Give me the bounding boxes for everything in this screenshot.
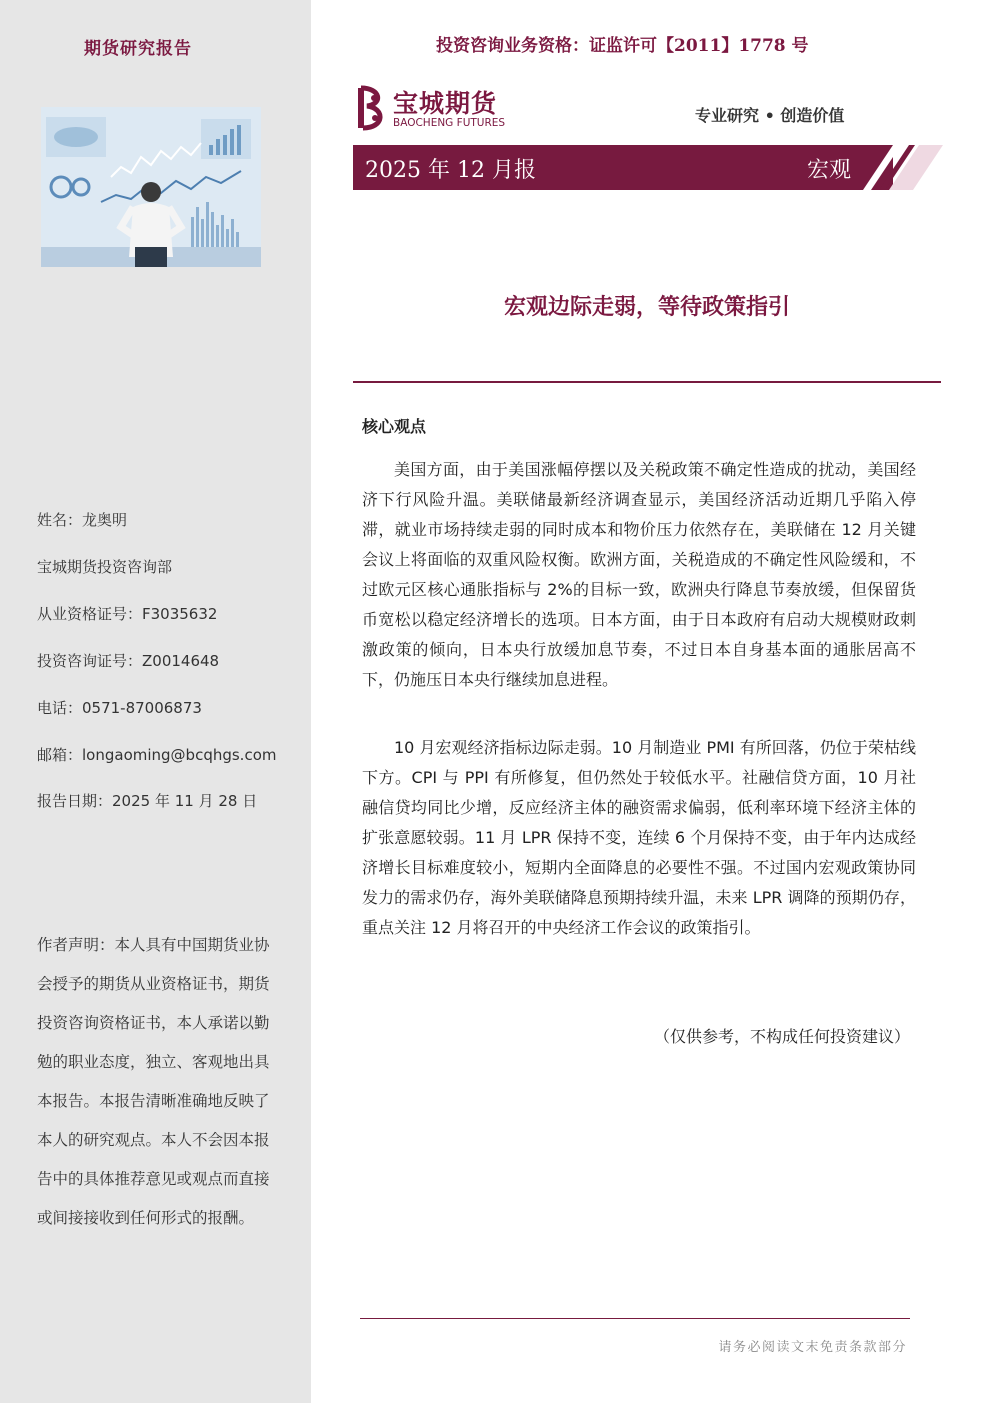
banner-category: 宏观 — [806, 158, 851, 183]
sidebar — [0, 0, 311, 1403]
advisory-cert-number: 投资咨询证号：Z0014648 — [37, 652, 220, 670]
business-chart-illustration — [41, 107, 261, 267]
qualification-number: 从业资格证号：F3035632 — [37, 605, 218, 623]
company-logo — [355, 84, 525, 134]
banner-stripes-decoration — [853, 145, 943, 190]
report-type-label: 期货研究报告 — [84, 39, 192, 59]
banner-date: 2025 年 12 月报 — [365, 158, 536, 183]
analyst-name: 姓名：龙奥明 — [37, 511, 128, 529]
license-line: 投资咨询业务资格：证监许可【2011】1778 号 — [436, 36, 809, 56]
logo-text-cn: 宝城期货 — [393, 89, 498, 118]
email: 邮箱：longaoming@bcqhgs.com — [37, 746, 277, 764]
logo-text-en: BAOCHENG FUTURES — [393, 117, 506, 129]
paragraph-overseas: 美国方面，由于美国涨幅停摆以及关税政策不确定性造成的扰动，美国经济下行风险升温。美联储最新经济调查显示，美国经济活动近期几乎陷入停滞，就业市场持续走弱的同时成本和物价压力依然存在，美联储在 12 月关键会议上将面临的双重风险权衡。欧洲方面，关税造成的不确定性风险缓和，不过欧元区核心通胀指标与 2%的目标一致，欧洲央行降息节奏放缓，但保留货币宽松以稳定经济增长的选项。日本方面，由于日本政府有启动大规模财政刺激政策的倾向，日本央行放缓加息节奏，不过日本自身基本面的通胀居高不下，仍施压日本央行继续加息进程。 — [362, 460, 916, 689]
analyst-department: 宝城期货投资咨询部 — [37, 558, 173, 576]
phone: 电话：0571-87006873 — [37, 699, 202, 717]
logo-mark-icon — [355, 84, 389, 132]
investment-note: （仅供参考，不构成任何投资建议） — [653, 1027, 910, 1046]
report-title: 宏观边际走弱，等待政策指引 — [503, 295, 790, 320]
slogan: 专业研究 • 创造价值 — [695, 106, 845, 125]
author-disclaimer: 作者声明：本人具有中国期货业协会授予的期货从业资格证书，期货投资咨询资格证书，本人承诺以勤勉的职业态度，独立、客观地出具本报告。本报告清晰准确地反映了本人的研究观点。本人不会因本报告中的具体推荐意见或观点而直接或间接接收到任何形式的报酬。 — [37, 936, 270, 1227]
footer-divider — [360, 1318, 910, 1319]
paragraph-domestic: 10 月宏观经济指标边际走弱。10 月制造业 PMI 有所回落，仍位于荣枯线下方。CPI 与 PPI 有所修复，但仍然处于较低水平。社融信贷方面，10 月社融信贷均同比少增，反应经济主体的融资需求偏弱，低利率环境下经济主体的扩张意愿较弱。11 月 LPR 保持不变，连续 6 个月保持不变，由于年内达成经济增长目标难度较小，短期内全面降息的必要性不强。不过国内宏观政策协同发力的需求仍存，海外美联储降息预期持续升温，未来 LPR 调降的预期仍存，重点关注 12 月将召开的中央经济工作会议的政策指引。 — [362, 738, 916, 937]
section-heading: 核心观点 — [362, 417, 427, 436]
report-banner — [353, 145, 893, 190]
report-date: 报告日期：2025 年 11 月 28 日 — [37, 792, 258, 810]
footer-notice: 请务必阅读文末免责条款部分 — [718, 1340, 907, 1355]
hero-image — [41, 107, 261, 267]
title-divider — [353, 381, 941, 383]
